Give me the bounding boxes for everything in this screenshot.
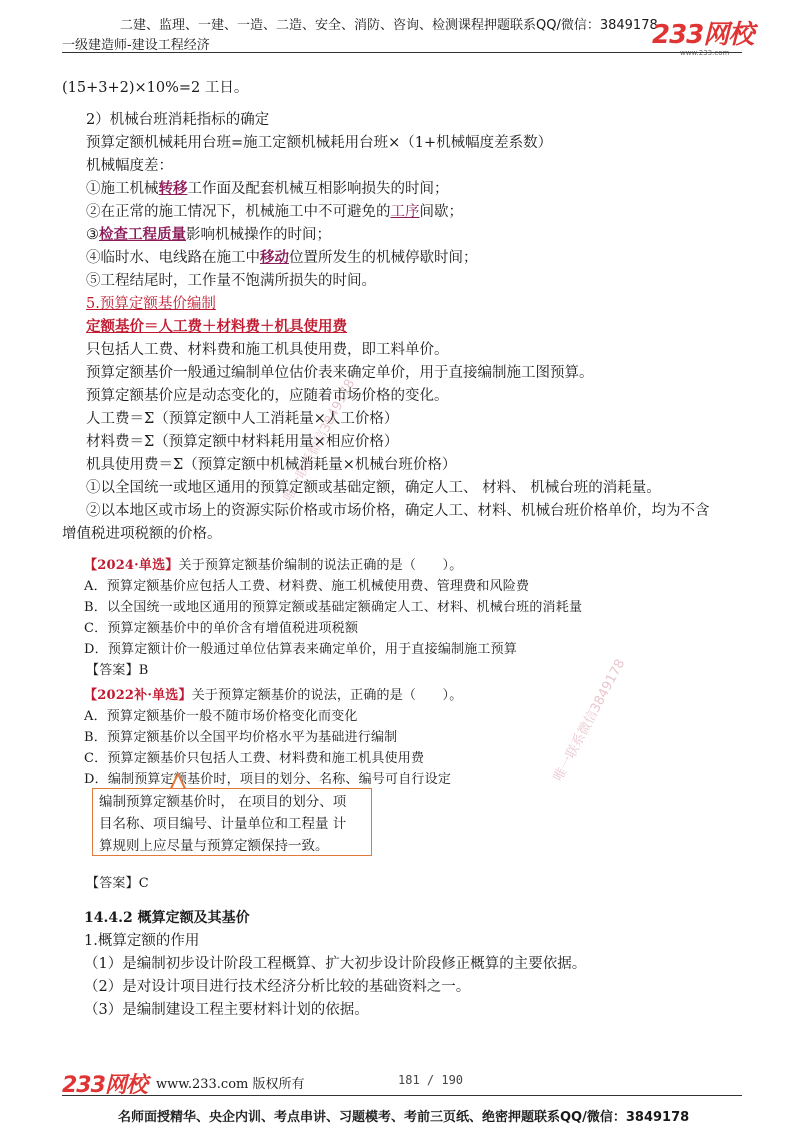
question-tag: 【2022补·单选】 <box>84 688 192 703</box>
page-number: 181 / 190 <box>398 1073 464 1087</box>
header-subtitle: 一级建造师-建设工程经济 <box>62 38 210 53</box>
text-span: 影响机械操作的时间； <box>186 227 331 243</box>
text-span: 间歇； <box>419 204 463 220</box>
text-span: 位置所发生的机械停歇时间； <box>289 250 478 266</box>
section-heading: 5.预算定额基价编制 <box>86 296 216 312</box>
watermark-1: 唯一联系微信3849178 <box>281 376 359 504</box>
text-line: 材料费＝Σ（预算定额中材料耗用量×相应价格） <box>86 434 399 450</box>
text-span: 工作面及配套机械互相影响损失的时间； <box>187 181 449 197</box>
watermark-2: 唯一联系微信3849178 <box>551 656 629 784</box>
option-d: D．预算定额计价一般通过单位估算表来确定单价，用于直接编制施工预算 <box>84 642 518 657</box>
text-line: 预算定额基价一般通过编制单位估价表来确定单价，用于直接编制施工图预算。 <box>86 365 594 381</box>
footer-contact-line: 名师面授精华、央企内训、考点串讲、习题模考、考前三页纸、绝密押题联系QQ/微信：3849178 <box>118 1110 690 1125</box>
callout-note <box>92 788 372 856</box>
question-stem: 关于预算定额基价的说法，正确的是（ ）。 <box>191 688 463 703</box>
text-line: ②以本地区或市场上的资源实际价格或市场价格，确定人工、材料、机械台班价格单价，均为不含 <box>86 503 710 519</box>
text-line: （2）是对设计项目进行技术经济分析比较的基础资料之一。 <box>84 979 471 995</box>
text-line <box>86 179 449 199</box>
option-d: D．编制预算定额基价时，项目的划分、名称、编号可自行设定 <box>84 772 452 787</box>
text-line <box>86 202 463 222</box>
option-a: A．预算定额基价一般不随市场价格变化而变化 <box>84 709 358 724</box>
brand-logo-text: 233网校 <box>652 20 754 50</box>
text-line: ⑤工程结尾时，工作量不饱满所损失的时间。 <box>86 273 376 289</box>
text-line: 机具使用费＝Σ（预算定额中机械消耗量×机械台班价格） <box>86 457 457 473</box>
text-line: 预算定额机械耗用台班=施工定额机械耗用台班×（1+机械幅度差系数） <box>86 135 553 151</box>
text-span: ④临时水、电线路在施工中 <box>86 250 260 266</box>
formula-heading: 定额基价＝人工费＋材料费＋机具使用费 <box>86 318 347 335</box>
section-title: 14.4.2 概算定额及其基价 <box>84 910 250 926</box>
option-b: B．预算定额基价以全国平均价格水平为基础进行编制 <box>84 730 398 745</box>
text-span: ③ <box>86 227 99 243</box>
option-c: C．预算定额基价只包括人工费、材料费和施工机具使用费 <box>84 751 425 766</box>
text-line: (15+3+2)×10%=2 工日。 <box>62 80 249 96</box>
question-2024 <box>84 556 462 576</box>
callout-line: 编制预算定额基价时， 在项目的划分、项 <box>99 794 347 810</box>
footer-logo: 233网校 <box>62 1073 147 1098</box>
text-span: ①施工机械 <box>86 181 159 197</box>
footer-copyright: www.233.com 版权所有 <box>156 1077 305 1092</box>
text-line: 预算定额基价应是动态变化的，应随着市场价格的变化。 <box>86 388 449 404</box>
text-line: ①以全国统一或地区通用的预算定额或基础定额，确定人工、 材料、 机械台班的消耗量。 <box>86 480 661 496</box>
brand-logo-url: www.233.com <box>680 49 730 57</box>
callout-line: 算规则上应尽量与预算定额保持一致。 <box>99 838 329 854</box>
highlight-text: 移动 <box>260 249 289 266</box>
text-line: （3）是编制建设工程主要材料计划的依据。 <box>84 1002 369 1018</box>
text-line: 只包括人工费、材料费和施工机具使用费，即工料单价。 <box>86 342 449 358</box>
option-c: C．预算定额基价中的单价含有增值税进项税额 <box>84 621 359 636</box>
answer: 【答案】C <box>86 876 149 891</box>
subsection-title: 1.概算定额的作用 <box>84 933 200 949</box>
highlight-text: 转移 <box>158 180 188 197</box>
highlight-text: 检查工程质量 <box>99 226 186 243</box>
text-span: ②在正常的施工情况下，机械施工中不可避免的 <box>86 204 391 220</box>
question-tag: 【2024·单选】 <box>84 558 179 573</box>
option-a: A．预算定额基价应包括人工费、材料费、施工机械使用费、管理费和风险费 <box>84 579 530 594</box>
header-contact-line: 二建、监理、一建、一造、二造、安全、消防、咨询、检测课程押题联系QQ/微信：3849178 <box>120 18 658 33</box>
question-2022 <box>84 686 462 706</box>
text-line: 机械幅度差： <box>86 158 173 174</box>
text-line <box>86 248 478 268</box>
text-line: （1）是编制初步设计阶段工程概算、扩大初步设计阶段修正概算的主要依据。 <box>84 956 587 972</box>
text-line: 人工费＝Σ（预算定额中人工消耗量×人工价格） <box>86 411 399 427</box>
question-stem: 关于预算定额基价编制的说法正确的是（ ）。 <box>178 558 463 573</box>
brand-logo <box>652 14 753 57</box>
text-line: 2）机械台班消耗指标的确定 <box>86 112 270 128</box>
text-line <box>86 225 331 245</box>
callout-line: 目名称、项目编号、计量单位和工程量 计 <box>99 816 347 832</box>
option-b: B．以全国统一或地区通用的预算定额或基础定额确定人工、材料、机械台班的消耗量 <box>84 600 583 615</box>
header-divider <box>62 52 742 53</box>
answer: 【答案】B <box>86 663 149 678</box>
text-line: 增值税进项税额的价格。 <box>62 526 222 542</box>
footer-divider <box>62 1095 742 1096</box>
highlight-text: 工序 <box>390 204 420 220</box>
